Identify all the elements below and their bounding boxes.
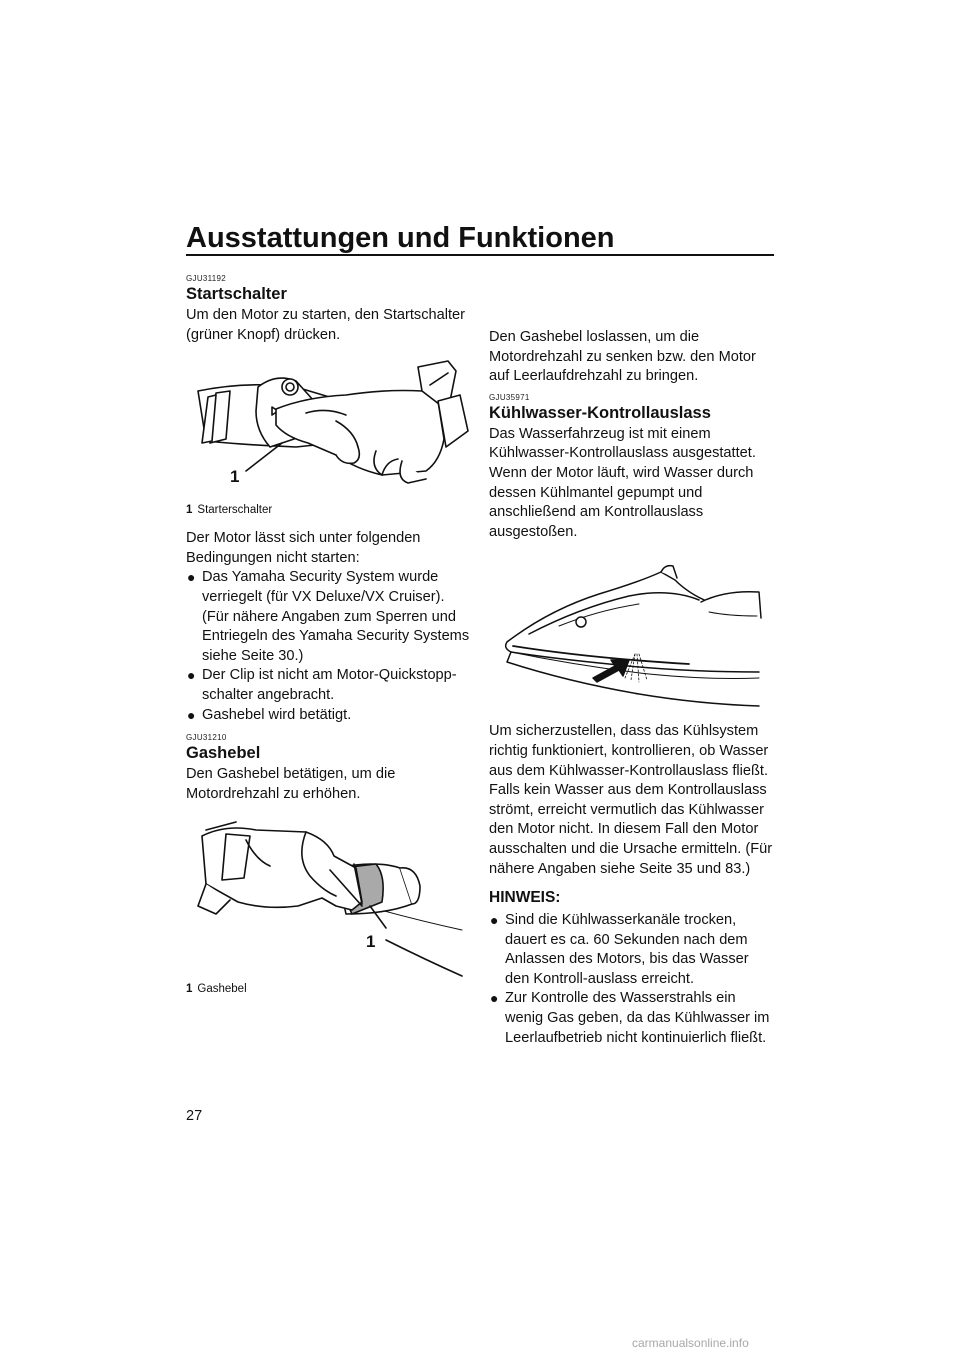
list-item <box>489 989 773 1048</box>
list-item-text: Der Clip ist nicht am Motor-Quickstopp-schalter angebracht. <box>202 667 457 703</box>
list-item <box>489 911 773 989</box>
start-switch-illustration <box>186 351 470 501</box>
start-intro-text: Um den Motor zu starten, den Startschalter (grüner Knopf) drücken. <box>186 307 466 343</box>
title-rule <box>186 254 774 256</box>
start-figure-caption <box>186 503 470 517</box>
cooling-paragraph-1: Das Wasserfahrzeug ist mit einem Kühlwasser-Kontrollauslass ausgestattet. <box>489 425 756 462</box>
bullet-icon: ● <box>187 667 196 684</box>
site-footer: carmanualsonline.info <box>632 1336 749 1350</box>
start-figure-callout: 1 <box>230 467 240 487</box>
note-list <box>489 911 773 1048</box>
caption-text: Starterschalter <box>197 504 273 517</box>
throttle-figure <box>186 810 470 980</box>
page-title: Ausstattungen und Funktionen <box>186 222 615 254</box>
section-code: GJU31192 <box>186 274 227 283</box>
cooling-paragraph-2: Wenn der Motor läuft, wird Wasser durch dessen Kühlmantel gepumpt und anschließend am Kontrollauslass ausgestoßen. <box>489 464 754 540</box>
right-column <box>489 328 773 1048</box>
note-heading: HINWEIS: <box>489 889 561 907</box>
bullet-icon: ● <box>187 569 196 586</box>
throttle-figure-caption <box>186 982 470 996</box>
list-item <box>186 706 470 726</box>
bullet-icon: ● <box>490 990 499 1007</box>
list-item <box>186 666 470 705</box>
section-heading-throttle: Gashebel <box>186 744 261 763</box>
watercraft-illustration <box>489 554 773 720</box>
bullet-icon: ● <box>187 706 196 723</box>
bullet-icon: ● <box>490 912 499 929</box>
not-start-intro-text: Der Motor lässt sich unter folgenden Bedingungen nicht starten: <box>186 530 421 566</box>
caption-number: 1 <box>186 504 193 517</box>
list-item <box>186 568 470 666</box>
throttle-release-text: Den Gashebel loslassen, um die Motordrehzahl zu senken bzw. den Motor auf Leerlaufdrehzahl zu bringen. <box>489 329 756 385</box>
caption-text: Gashebel <box>197 983 247 996</box>
list-item-text: Gashebel wird betätigt. <box>202 706 352 723</box>
section-heading-cooling-outlet: Kühlwasser-Kontrollauslass <box>489 403 711 422</box>
list-item-text: Das Yamaha Security System wurde verriegelt (für VX Deluxe/VX Cruiser). (Für nähere Angaben zum Sperren und Entriegeln des Yamaha Security Systems siehe Seite 30.) <box>202 569 470 664</box>
throttle-figure-callout: 1 <box>366 932 376 952</box>
not-start-conditions-list <box>186 568 470 725</box>
cooling-outlet-figure <box>489 554 773 720</box>
section-code: GJU35971 <box>489 392 530 402</box>
section-heading-start-switch: Startschalter <box>186 285 287 303</box>
cooling-paragraph-3: Um sicherzustellen, dass das Kühlsystem richtig funktioniert, kontrollieren, ob Wasser aus dem Kühlwasser-Kontrollauslass fließt. Falls kein Wasser aus dem Kontrollauslass strömt, erreicht vermutlich das Kühlwasser den Motor nicht. In diesem Fall den Motor ausschalten und die Ursache ermitteln. (Für nähere Angaben siehe Seite 35 und 83.) <box>489 723 773 877</box>
list-item-text: Zur Kontrolle des Wasserstrahls ein wenig Gas geben, da das Kühlwasser im Leerlaufbetrieb nicht kontinuierlich fließt. <box>505 990 770 1046</box>
list-item-text: Sind die Kühlwasserkanäle trocken, dauert es ca. 60 Sekunden nach dem Anlassen des Motors, bis das Wasser den Kontroll-auslass erreicht. <box>505 912 749 987</box>
left-column <box>186 274 470 1008</box>
throttle-intro-text: Den Gashebel betätigen, um die Motordrehzahl zu erhöhen. <box>186 766 396 802</box>
start-switch-figure <box>186 351 470 501</box>
caption-number: 1 <box>186 983 193 996</box>
section-code: GJU31210 <box>186 733 227 743</box>
throttle-illustration <box>186 810 470 980</box>
page-number: 27 <box>186 1108 203 1124</box>
